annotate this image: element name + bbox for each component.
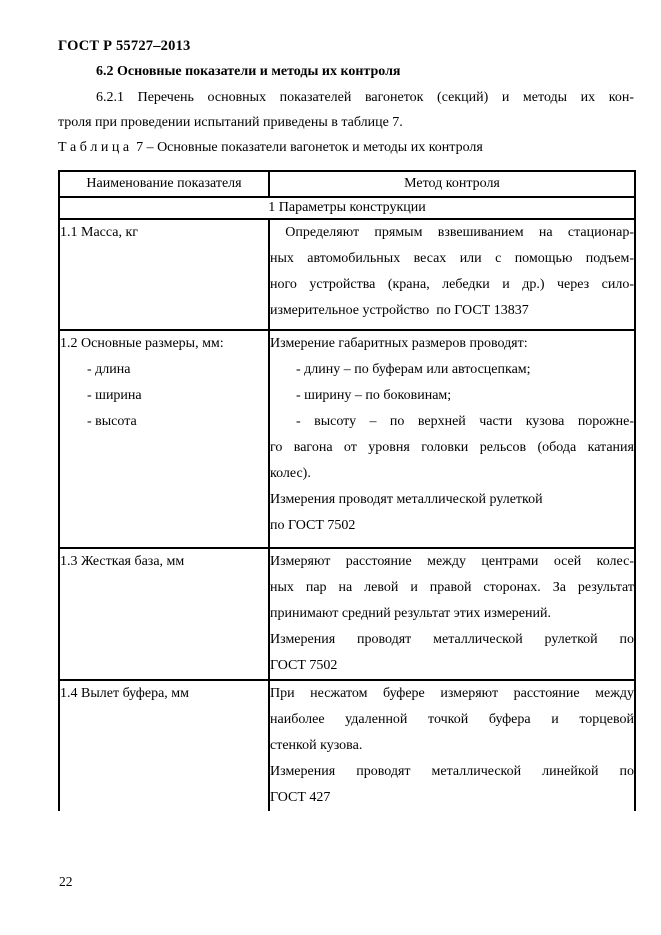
- text-line: ных автомобильных весах или с помощью подъем-: [270, 251, 634, 266]
- paragraph-line: троля при проведении испытаний приведены в таблице 7.: [58, 115, 403, 130]
- method-cell: [269, 680, 635, 811]
- text-line: наиболее удаленной точкой буфера и торцевой: [270, 712, 634, 727]
- page-number: 22: [59, 874, 73, 889]
- section-heading: 6.2 Основные показатели и методы их контроля: [96, 64, 401, 79]
- text-line: ГОСТ 427: [270, 790, 331, 805]
- method-cell: [269, 330, 635, 548]
- indicators-table: [58, 170, 636, 811]
- paragraph-line: 6.2.1 Перечень основных показателей вагонеток (секций) и методы их кон-: [96, 90, 634, 105]
- column-header-method: Метод контроля: [269, 171, 635, 197]
- text-line: Измерение габаритных размеров проводят:: [270, 336, 528, 351]
- text-line: Измеряют расстояние между центрами осей колес-: [270, 554, 634, 569]
- text-line: Измерения проводят металлической линейкой по: [270, 764, 634, 779]
- section-title: 1 Параметры конструкции: [59, 197, 635, 219]
- text-line: При несжатом буфере измеряют расстояние между: [270, 686, 634, 701]
- name-cell: [59, 219, 269, 330]
- text-line: - высоту – по верхней части кузова порожне-: [296, 414, 634, 429]
- text-line: ного устройства (крана, лебедки и др.) через сило-: [270, 277, 634, 292]
- doc-code: ГОСТ Р 55727–2013: [58, 38, 191, 54]
- text-line: 1.2 Основные размеры, мм:: [60, 336, 224, 351]
- text-line: стенкой кузова.: [270, 738, 363, 753]
- text-line: по ГОСТ 7502: [270, 518, 356, 533]
- table-caption: Т а б л и ц а 7 – Основные показатели вагонеток и методы их контроля: [58, 140, 483, 155]
- column-header-name: Наименование показателя: [59, 171, 269, 197]
- text-line: - ширина: [87, 388, 142, 403]
- text-line: ных пар на левой и правой сторонах. За результат: [270, 580, 634, 595]
- table-section-row: [59, 197, 635, 219]
- page-content: [58, 33, 634, 811]
- table-row: [59, 219, 635, 330]
- method-cell: [269, 548, 635, 680]
- text-line: Измерения проводят металлической рулеткой: [270, 492, 543, 507]
- text-line: 1.3 Жесткая база, мм: [60, 554, 185, 569]
- text-line: Измерения проводят металлической рулеткой по: [270, 632, 634, 647]
- table-row: [59, 330, 635, 548]
- text-line: ГОСТ 7502: [270, 658, 338, 673]
- method-cell: [269, 219, 635, 330]
- text-line: колес).: [270, 466, 311, 481]
- text-line: 1.4 Вылет буфера, мм: [60, 686, 190, 701]
- table-row: [59, 680, 635, 811]
- name-cell: [59, 548, 269, 680]
- text-line: го вагона от уровня головки рельсов (обода катания: [270, 440, 634, 455]
- text-line: - ширину – по боковинам;: [296, 388, 452, 403]
- text-line: принимают средний результат этих измерений.: [270, 606, 551, 621]
- text-line: - длину – по буферам или автосцепкам;: [296, 362, 531, 377]
- name-cell: [59, 330, 269, 548]
- table-row: [59, 548, 635, 680]
- text-line: Определяют прямым взвешиванием на стационар-: [270, 225, 634, 240]
- text-line: измерительное устройство по ГОСТ 13837: [270, 303, 529, 318]
- text-line: - длина: [87, 362, 131, 377]
- table-header-row: [59, 171, 635, 197]
- name-cell: [59, 680, 269, 811]
- text-line: - высота: [87, 414, 137, 429]
- text-line: 1.1 Масса, кг: [60, 225, 139, 240]
